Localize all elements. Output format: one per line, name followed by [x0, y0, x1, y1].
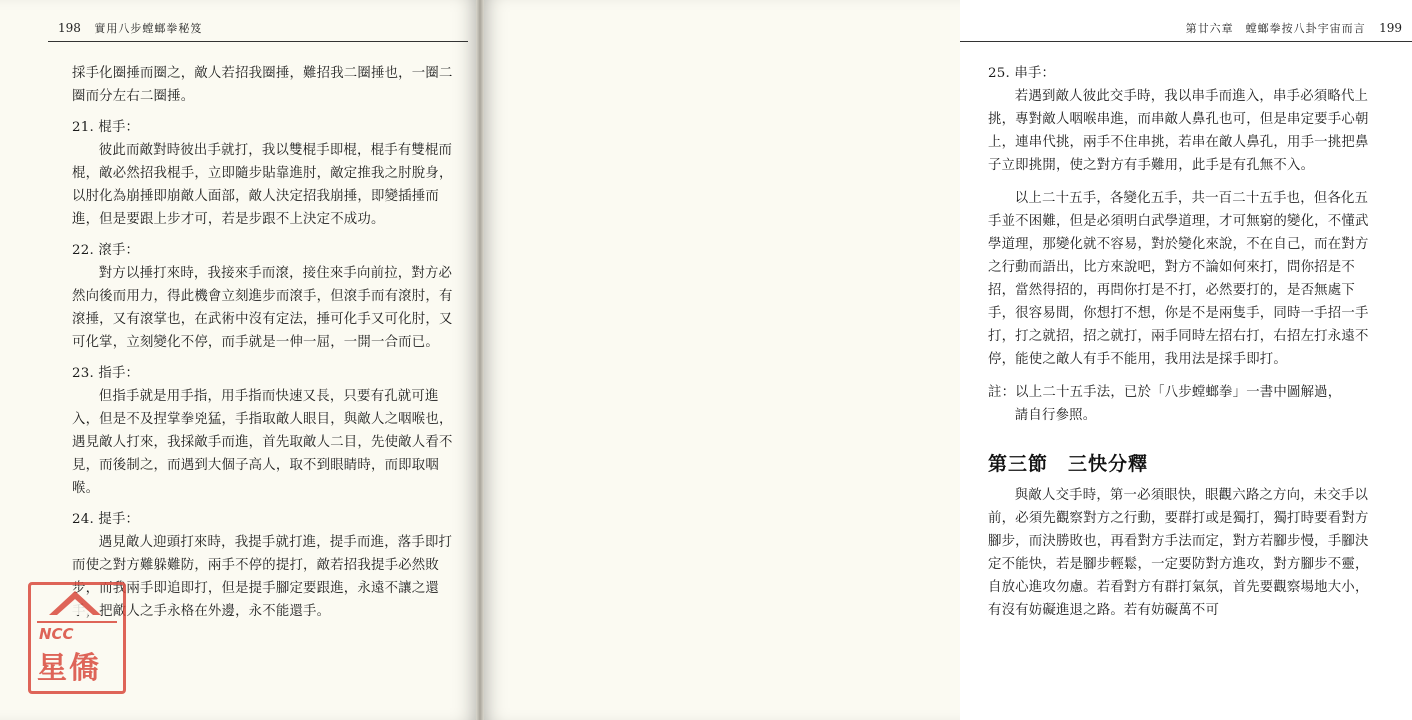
- intro-continuation: 採手化圈捶而圈之，敵人若招我圈捶，難招我二圈捶也，一圈二圈而分左右二圈捶。: [72, 66, 453, 104]
- ncc-stamp-logo: [28, 582, 126, 694]
- section-title: 24. 提手：: [72, 512, 140, 527]
- left-page: [0, 0, 480, 720]
- book-gutter: [476, 0, 484, 720]
- page-number-left: 198: [58, 21, 81, 35]
- section-title: 22. 滾手：: [72, 243, 140, 258]
- section-body: 若遇到敵人彼此交手時，我以串手而進入，串手必須略代上挑，專對敵人咽喉串進，而串敵人鼻孔也可，但是串定要手心朝上，連串代挑，兩手不住串挑，若串在敵人鼻孔，用手一挑把鼻子立即挑開，使之對方有手難用，此手是有孔無不入。: [988, 89, 1369, 173]
- running-head-left: [48, 20, 468, 42]
- section-23: [72, 362, 460, 500]
- section-body: 對方以捶打來時，我接來手而滾，接住來手向前拉，對方必然向後而用力，得此機會立刻進步而滾手，但滾手而有滾肘，有滾捶，又有滾掌也，在武術中沒有定法，捶可化手又可化肘，又可化掌，立刻變化不停，而手就是一伸一屈，一開一合而已。: [72, 266, 453, 350]
- section-title: 23. 指手：: [72, 366, 140, 381]
- right-body: [988, 62, 1378, 622]
- section-22: [72, 239, 460, 354]
- section-body: 但指手就是用手指，用手指而快速又長，只要有孔就可進入，但是不及捏掌拳兇猛，手指取敵人眼目，與敵人之咽喉也，遇見敵人打來，我採敵手而進，首先取敵人二目，先使敵人看不見，而後制之，而遇到大個子高人，取不到眼睛時，而即取咽喉。: [72, 389, 453, 496]
- running-head-right: [960, 20, 1412, 42]
- section-heading: 第三節 三快分釋: [988, 453, 1149, 475]
- section-21: [72, 116, 460, 231]
- note-line-2: 請自行參照。: [1014, 408, 1097, 423]
- stamp-name-text: 星僑: [37, 651, 101, 686]
- section-25: [988, 62, 1378, 177]
- section-title: 25. 串手：: [988, 66, 1056, 81]
- right-page: [480, 0, 1402, 720]
- stamp-ncc-text: NCC: [39, 625, 74, 643]
- page-number-right: 199: [1379, 21, 1402, 35]
- note-block: [988, 381, 1378, 427]
- note-line-1: 註：以上二十五手法，已於「八步螳螂拳」一書中圖解過，: [988, 385, 1342, 400]
- section-24: [72, 508, 460, 623]
- summary-paragraph: 以上二十五手，各變化五手，共一百二十五手也，但各化五手並不困難，但是必須明白武學道理，才可無窮的變化，不懂武學道理，那變化就不容易，對於變化來說，不在自己，而在對方之行動而語出，比方來說吧，對方不論如何來打，問你招是不招，當然得招的，再問你打是不打，必然要打的，是否無處下手，很容易間，你想打不想，你是不是兩隻手，同時一手招一手打，打之就招，招之就打，兩手同時左招右打，右招左打永遠不停，能使之敵人有手不能用，我用法是採手即打。: [988, 191, 1369, 367]
- running-title-left: 實用八步螳螂拳秘笈: [94, 22, 203, 35]
- section-body: 遇見敵人迎頭打來時，我提手就打進，提手而進，落手即打而使之對方難躲難防，兩手不停的提打，敵若招我提手必然敗步，而我兩手即追即打，但是提手腳定要跟進，永遠不讓之還手，把敵人之手永格在外邊，永不能還手。: [72, 535, 453, 619]
- section-body: 彼此而敵對時彼出手就打，我以雙棍手即棍，棍手有雙棍而棍，敵必然招我棍手，立即隨步貼靠進肘，敵定推我之肘脫身，以肘化為崩捶即崩敵人面部，敵人決定招我崩捶，即變插捶而進，但是要跟上步才可，若是步跟不上決定不成功。: [72, 143, 453, 227]
- section-text: 與敵人交手時，第一必須眼快，眼觀六路之方向，未交手以前，必須先觀察對方之行動，要群打或是獨打，獨打時要看對方腳步，而決勝敗也，再看對方手法而定，對方若腳步慢，手腳決定不能快，若是腳步輕鬆，一定要防對方進攻，對方腳步不靈，自放心進攻勿慮。若看對方有群打氣氛，首先要觀察場地大小，有沒有妨礙進退之路。若有妨礙萬不可: [988, 488, 1369, 618]
- left-body: [72, 62, 460, 623]
- section-title: 21. 棍手：: [72, 120, 140, 135]
- running-title-right: 第廿六章 螳螂拳按八卦宇宙而言: [1185, 22, 1366, 35]
